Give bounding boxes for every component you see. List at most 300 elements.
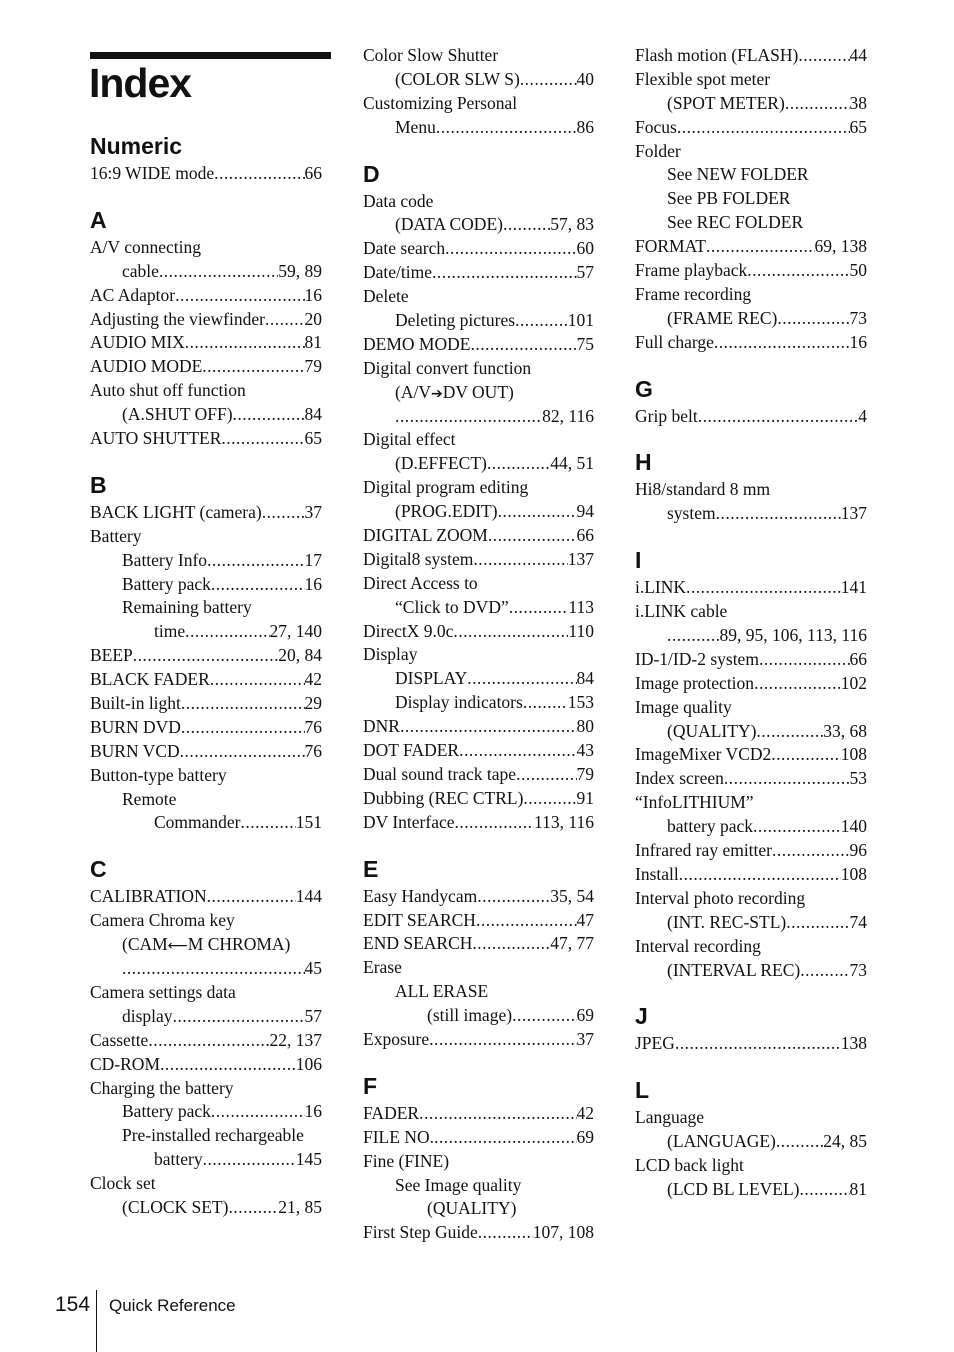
index-entry bbox=[363, 476, 594, 500]
entry-pages: 151 bbox=[295, 812, 322, 833]
entry-pages: 153 bbox=[567, 692, 594, 713]
index-entry bbox=[363, 381, 594, 405]
entry-term: (SPOT METER) bbox=[667, 92, 785, 113]
section-heading: E bbox=[363, 855, 379, 882]
entry-pages: 60 bbox=[576, 238, 594, 259]
entry-term: Battery bbox=[90, 525, 142, 546]
leader-dots bbox=[706, 235, 815, 259]
leader-dots bbox=[754, 672, 841, 696]
index-entry bbox=[90, 644, 322, 668]
section-heading: Numeric bbox=[90, 133, 183, 159]
index-entry bbox=[635, 259, 867, 283]
index-entry bbox=[363, 1221, 594, 1245]
section-heading: I bbox=[635, 547, 642, 574]
leader-dots bbox=[181, 716, 305, 740]
entry-term: See Image quality bbox=[395, 1174, 522, 1195]
index-entry bbox=[363, 333, 594, 357]
leader-dots bbox=[181, 692, 305, 716]
section-heading: D bbox=[363, 160, 380, 187]
index-entry bbox=[90, 933, 322, 957]
entry-term: (COLOR SLW S) bbox=[395, 68, 520, 89]
entry-pages: 37 bbox=[304, 501, 322, 522]
entry-pages: 79 bbox=[576, 763, 594, 784]
leader-dots bbox=[473, 548, 567, 572]
entry-term: AUDIO MODE bbox=[90, 356, 203, 377]
index-entry bbox=[635, 235, 867, 259]
entry-term: Easy Handycam bbox=[363, 885, 478, 906]
entry-term: BEEP bbox=[90, 645, 133, 666]
index-entry bbox=[363, 428, 594, 452]
entry-pages: 21, 85 bbox=[278, 1196, 322, 1217]
index-entry bbox=[363, 1150, 594, 1174]
index-entry bbox=[635, 911, 867, 935]
leader-dots bbox=[747, 259, 849, 283]
entry-term: display bbox=[122, 1005, 173, 1026]
entry-term: DEMO MODE bbox=[363, 333, 471, 354]
index-entry bbox=[635, 887, 867, 911]
index-entry bbox=[635, 187, 867, 211]
entry-term: Cassette bbox=[90, 1029, 149, 1050]
entry-pages: 16 bbox=[304, 1101, 322, 1122]
index-entry bbox=[90, 162, 322, 186]
entry-term-start: (CAM bbox=[122, 934, 168, 955]
entry-term: CD-ROM bbox=[90, 1053, 161, 1074]
leader-dots bbox=[509, 596, 569, 620]
entry-pages: 74 bbox=[849, 911, 867, 932]
entry-pages: 33, 68 bbox=[823, 720, 867, 741]
leader-dots bbox=[395, 405, 542, 429]
index-entry bbox=[635, 839, 867, 863]
entry-term: Erase bbox=[363, 957, 402, 978]
leader-dots bbox=[777, 307, 849, 331]
entry-term: A/V connecting bbox=[90, 236, 201, 257]
entry-pages: 113 bbox=[568, 596, 594, 617]
entry-term: Frame recording bbox=[635, 283, 752, 304]
entry-pages: 113, 116 bbox=[534, 811, 594, 832]
index-entry bbox=[635, 405, 867, 429]
leader-dots bbox=[756, 720, 823, 744]
index-entry bbox=[635, 791, 867, 815]
leader-dots bbox=[698, 405, 859, 429]
index-entry bbox=[635, 624, 867, 648]
index-entry bbox=[363, 1174, 594, 1198]
index-entry bbox=[635, 672, 867, 696]
index-entry bbox=[363, 524, 594, 548]
index-entry bbox=[635, 648, 867, 672]
index-entry bbox=[90, 740, 322, 764]
entry-pages: 66 bbox=[304, 163, 322, 183]
entry-term: “Click to DVD” bbox=[395, 596, 509, 617]
index-entry bbox=[90, 1124, 322, 1148]
index-entry bbox=[90, 525, 322, 549]
entry-term: Customizing Personal bbox=[363, 92, 518, 113]
footer-divider bbox=[96, 1290, 97, 1352]
index-entry bbox=[363, 309, 594, 333]
entry-term: i.LINK cable bbox=[635, 601, 728, 622]
index-entry bbox=[363, 500, 594, 524]
entry-pages: 20 bbox=[304, 308, 322, 329]
leader-dots bbox=[476, 909, 577, 933]
index-entry bbox=[90, 1100, 322, 1124]
entry-pages: 45 bbox=[304, 958, 322, 979]
index-entry bbox=[635, 163, 867, 187]
index-entry bbox=[363, 1102, 594, 1126]
entry-term: Clock set bbox=[90, 1173, 156, 1194]
entry-term: DNR bbox=[363, 716, 400, 737]
leader-dots bbox=[785, 92, 850, 116]
entry-term: CALIBRATION bbox=[90, 886, 207, 907]
index-entry bbox=[90, 308, 322, 332]
entry-term: (PROG.EDIT) bbox=[395, 501, 498, 522]
entry-pages: 140 bbox=[840, 816, 867, 837]
leader-dots bbox=[262, 501, 305, 525]
index-entry bbox=[635, 720, 867, 744]
page-number: 154 bbox=[55, 1293, 91, 1316]
leader-dots bbox=[432, 261, 576, 285]
index-entry bbox=[90, 549, 322, 573]
leader-dots bbox=[686, 576, 841, 600]
entry-term: Button-type battery bbox=[90, 764, 227, 785]
index-entry bbox=[363, 285, 594, 309]
entry-pages: 57 bbox=[304, 1005, 322, 1026]
entry-pages: 69, 138 bbox=[814, 236, 867, 257]
leader-dots bbox=[436, 116, 577, 140]
index-entry bbox=[90, 403, 322, 427]
leader-dots bbox=[800, 1178, 850, 1202]
entry-term: Charging the battery bbox=[90, 1077, 234, 1098]
leader-dots bbox=[523, 787, 576, 811]
entry-term: BLACK FADER bbox=[90, 669, 210, 690]
index-entry bbox=[635, 1032, 867, 1056]
entry-pages: 91 bbox=[576, 787, 594, 808]
entry-pages: 40 bbox=[576, 68, 594, 89]
entry-term: Built-in light bbox=[90, 693, 181, 714]
entry-term: AUTO SHUTTER bbox=[90, 428, 222, 449]
leader-dots bbox=[160, 1053, 296, 1077]
entry-pages: 29 bbox=[304, 693, 322, 714]
leader-dots bbox=[772, 839, 849, 863]
index-entry bbox=[635, 331, 867, 355]
entry-term: (FRAME REC) bbox=[667, 307, 778, 328]
index-entry bbox=[363, 909, 594, 933]
entry-term bbox=[395, 381, 514, 405]
entry-pages: 16 bbox=[304, 284, 322, 305]
index-entry bbox=[90, 957, 322, 981]
entry-pages: 76 bbox=[304, 740, 322, 761]
entry-term: Digital program editing bbox=[363, 477, 529, 498]
entry-pages: 137 bbox=[840, 503, 867, 524]
leader-dots bbox=[180, 740, 305, 764]
entry-term: END SEARCH bbox=[363, 933, 473, 954]
index-entry bbox=[363, 190, 594, 214]
entry-term: Auto shut off function bbox=[90, 380, 246, 401]
entry-term: Battery pack bbox=[122, 573, 211, 594]
leader-dots bbox=[202, 355, 304, 379]
leader-dots bbox=[185, 620, 269, 644]
leader-dots bbox=[759, 648, 850, 672]
arrow-icon: ➔ bbox=[430, 385, 443, 402]
entry-term: DOT FADER bbox=[363, 740, 460, 761]
index-entry bbox=[635, 696, 867, 720]
index-entry bbox=[90, 620, 322, 644]
entry-pages: 101 bbox=[567, 310, 594, 331]
leader-dots bbox=[716, 502, 841, 526]
entry-pages: 69 bbox=[576, 1126, 594, 1147]
entry-term: DirectX 9.0c bbox=[363, 620, 454, 641]
arrow-icon: ⟵ bbox=[167, 938, 188, 955]
index-entry bbox=[635, 1130, 867, 1154]
index-entry bbox=[635, 211, 867, 235]
entry-term: “InfoLITHIUM” bbox=[635, 792, 754, 813]
entry-term: ALL ERASE bbox=[395, 981, 489, 1002]
entry-term: ID-1/ID-2 system bbox=[635, 648, 759, 669]
leader-dots bbox=[207, 549, 304, 573]
leader-dots bbox=[477, 885, 550, 909]
leader-dots bbox=[798, 44, 849, 68]
page-title: Index bbox=[89, 60, 192, 106]
leader-dots bbox=[487, 452, 550, 476]
entry-pages: 65 bbox=[849, 116, 867, 137]
entry-pages: 16 bbox=[849, 331, 867, 352]
entry-term: cable bbox=[122, 260, 159, 281]
index-entry bbox=[90, 284, 322, 308]
entry-term: Folder bbox=[635, 140, 681, 161]
index-entry bbox=[635, 935, 867, 959]
entry-term: Display bbox=[363, 644, 418, 665]
entry-term: JPEG bbox=[635, 1033, 675, 1054]
leader-dots bbox=[185, 331, 305, 355]
entry-term: Digital8 system bbox=[363, 548, 474, 569]
index-entry bbox=[90, 692, 322, 716]
index-entry bbox=[90, 596, 322, 620]
entry-term: DIGITAL ZOOM bbox=[363, 525, 488, 546]
entry-term: DISPLAY bbox=[395, 668, 468, 689]
entry-pages: 43 bbox=[576, 740, 594, 761]
index-entry bbox=[363, 92, 594, 116]
index-entry bbox=[90, 811, 322, 835]
entry-pages: 102 bbox=[840, 672, 867, 693]
index-entry bbox=[363, 237, 594, 261]
leader-dots bbox=[133, 644, 278, 668]
leader-dots bbox=[467, 667, 576, 691]
entry-pages: 110 bbox=[568, 620, 594, 641]
index-entry bbox=[90, 981, 322, 1005]
entry-pages: 20, 84 bbox=[278, 645, 322, 666]
index-entry bbox=[90, 573, 322, 597]
leader-dots bbox=[677, 116, 850, 140]
entry-pages: 4 bbox=[858, 405, 867, 426]
entry-term: Direct Access to bbox=[363, 572, 478, 593]
index-entry bbox=[635, 600, 867, 624]
leader-dots bbox=[753, 815, 841, 839]
leader-dots bbox=[724, 767, 850, 791]
entry-term: Battery Info bbox=[122, 549, 208, 570]
entry-term: See REC FOLDER bbox=[667, 212, 804, 233]
entry-term: Menu bbox=[395, 116, 436, 137]
entry-term: Index screen bbox=[635, 768, 724, 789]
index-entry bbox=[635, 1178, 867, 1202]
leader-dots bbox=[148, 1029, 269, 1053]
index-entry bbox=[635, 116, 867, 140]
index-entry bbox=[90, 427, 322, 451]
entry-term: (INTERVAL REC) bbox=[667, 959, 801, 980]
index-entry bbox=[363, 261, 594, 285]
leader-dots bbox=[503, 213, 550, 237]
leader-dots bbox=[455, 811, 535, 835]
entry-term: DV Interface bbox=[363, 811, 455, 832]
entry-term: Frame playback bbox=[635, 260, 748, 281]
entry-term: Camera settings data bbox=[90, 981, 236, 1002]
entry-term: Interval photo recording bbox=[635, 887, 806, 908]
index-entry bbox=[363, 932, 594, 956]
entry-term: Image quality bbox=[635, 696, 732, 717]
index-entry bbox=[363, 691, 594, 715]
entry-term: (LANGUAGE) bbox=[667, 1131, 776, 1152]
leader-dots bbox=[159, 260, 278, 284]
index-entry bbox=[363, 1197, 594, 1221]
entry-term: (QUALITY) bbox=[667, 720, 757, 741]
leader-dots bbox=[714, 331, 850, 355]
entry-pages: 107, 108 bbox=[532, 1222, 594, 1243]
entry-pages: 138 bbox=[840, 1033, 867, 1054]
entry-pages: 57, 83 bbox=[550, 214, 594, 235]
entry-pages: 84 bbox=[304, 404, 322, 425]
entry-pages: 35, 54 bbox=[550, 885, 594, 906]
entry-term: Interval recording bbox=[635, 935, 761, 956]
index-entry bbox=[363, 980, 594, 1004]
entry-term: (INT. REC-STL) bbox=[667, 911, 787, 932]
index-entry bbox=[363, 405, 594, 429]
index-entry bbox=[363, 1126, 594, 1150]
entry-term: Flash motion (FLASH) bbox=[635, 45, 799, 65]
leader-dots bbox=[265, 308, 305, 332]
leader-dots bbox=[771, 743, 841, 767]
index-entry bbox=[363, 44, 594, 68]
entry-term: Full charge bbox=[635, 331, 714, 352]
entry-pages: 89, 95, 106, 113, 116 bbox=[719, 625, 867, 646]
entry-pages: 24, 85 bbox=[823, 1131, 867, 1152]
index-entry bbox=[635, 68, 867, 92]
entry-pages: 27, 140 bbox=[269, 621, 322, 642]
index-entry bbox=[363, 787, 594, 811]
entry-term: (LCD BL LEVEL) bbox=[667, 1178, 800, 1199]
entry-term: (still image) bbox=[427, 1005, 513, 1026]
entry-term: Battery pack bbox=[122, 1101, 211, 1122]
leader-dots bbox=[400, 715, 577, 739]
entry-term: Exposure bbox=[363, 1028, 430, 1049]
entry-pages: 16 bbox=[304, 573, 322, 594]
entry-term: Date search bbox=[363, 238, 446, 259]
index-entry bbox=[635, 307, 867, 331]
entry-term: BURN DVD bbox=[90, 716, 181, 737]
index-entry bbox=[363, 596, 594, 620]
entry-pages: 47 bbox=[576, 909, 594, 930]
index-entry bbox=[635, 863, 867, 887]
entry-pages: 94 bbox=[576, 501, 594, 522]
section-heading: C bbox=[90, 856, 107, 883]
section-heading: F bbox=[363, 1072, 378, 1099]
index-entry bbox=[363, 763, 594, 787]
entry-pages: 145 bbox=[295, 1149, 322, 1170]
index-entry bbox=[90, 1172, 322, 1196]
leader-dots bbox=[667, 624, 720, 648]
entry-term: Dubbing (REC CTRL) bbox=[363, 787, 524, 808]
leader-dots bbox=[515, 309, 568, 333]
leader-dots bbox=[203, 1148, 296, 1172]
leader-dots bbox=[214, 162, 304, 186]
entry-term: ImageMixer VCD2 bbox=[635, 744, 772, 765]
entry-term: 16:9 WIDE mode bbox=[90, 163, 215, 183]
entry-term: Language bbox=[635, 1107, 704, 1128]
index-entry bbox=[363, 213, 594, 237]
index-entry bbox=[635, 743, 867, 767]
entry-term: Remaining battery bbox=[122, 597, 252, 618]
leader-dots bbox=[233, 403, 305, 427]
index-entry bbox=[90, 1005, 322, 1029]
entry-pages: 144 bbox=[295, 886, 322, 907]
index-entry bbox=[90, 1029, 322, 1053]
entry-pages: 59, 89 bbox=[278, 260, 322, 281]
entry-term: FORMAT bbox=[635, 236, 706, 257]
leader-dots bbox=[523, 691, 568, 715]
entry-pages: 96 bbox=[849, 840, 867, 861]
entry-term: (A.SHUT OFF) bbox=[122, 404, 233, 425]
section-heading: J bbox=[635, 1003, 648, 1030]
index-entry bbox=[635, 576, 867, 600]
entry-pages: 37 bbox=[576, 1028, 594, 1049]
index-entry bbox=[90, 331, 322, 355]
index-entry bbox=[90, 668, 322, 692]
index-entry bbox=[635, 767, 867, 791]
entry-pages: 80 bbox=[576, 716, 594, 737]
entry-pages: 44, 51 bbox=[550, 453, 594, 474]
leader-dots bbox=[419, 1102, 576, 1126]
index-entry bbox=[635, 1106, 867, 1130]
entry-pages: 53 bbox=[849, 768, 867, 789]
entry-term: Data code bbox=[363, 190, 434, 211]
entry-term: Fine (FINE) bbox=[363, 1150, 450, 1171]
entry-pages: 69 bbox=[576, 1005, 594, 1026]
index-entry bbox=[90, 788, 322, 812]
leader-dots bbox=[434, 1126, 577, 1150]
entry-term: battery pack bbox=[667, 816, 753, 837]
entry-pages: 73 bbox=[849, 959, 867, 980]
leader-dots bbox=[429, 1028, 576, 1052]
entry-term: Dual sound track tape bbox=[363, 763, 517, 784]
entry-pages: 65 bbox=[304, 428, 322, 449]
index-entry bbox=[90, 1148, 322, 1172]
entry-pages: 42 bbox=[304, 669, 322, 690]
index-entry bbox=[363, 620, 594, 644]
entry-term-end: M CHROMA) bbox=[187, 934, 291, 955]
entry-pages: 108 bbox=[840, 744, 867, 765]
section-heading: G bbox=[635, 375, 653, 402]
index-entry bbox=[363, 572, 594, 596]
index-column-3 bbox=[635, 44, 867, 1202]
entry-pages: 57 bbox=[576, 262, 594, 283]
index-entry bbox=[363, 452, 594, 476]
index-entry bbox=[635, 1154, 867, 1178]
index-entry bbox=[635, 140, 867, 164]
entry-term: LCD back light bbox=[635, 1155, 744, 1176]
index-entry bbox=[635, 815, 867, 839]
entry-pages: 38 bbox=[849, 92, 867, 113]
entry-pages: 84 bbox=[576, 668, 594, 689]
section-heading: L bbox=[635, 1077, 650, 1104]
entry-pages: 82, 116 bbox=[542, 405, 594, 426]
entry-pages: 75 bbox=[576, 333, 594, 354]
leader-dots bbox=[776, 1130, 823, 1154]
